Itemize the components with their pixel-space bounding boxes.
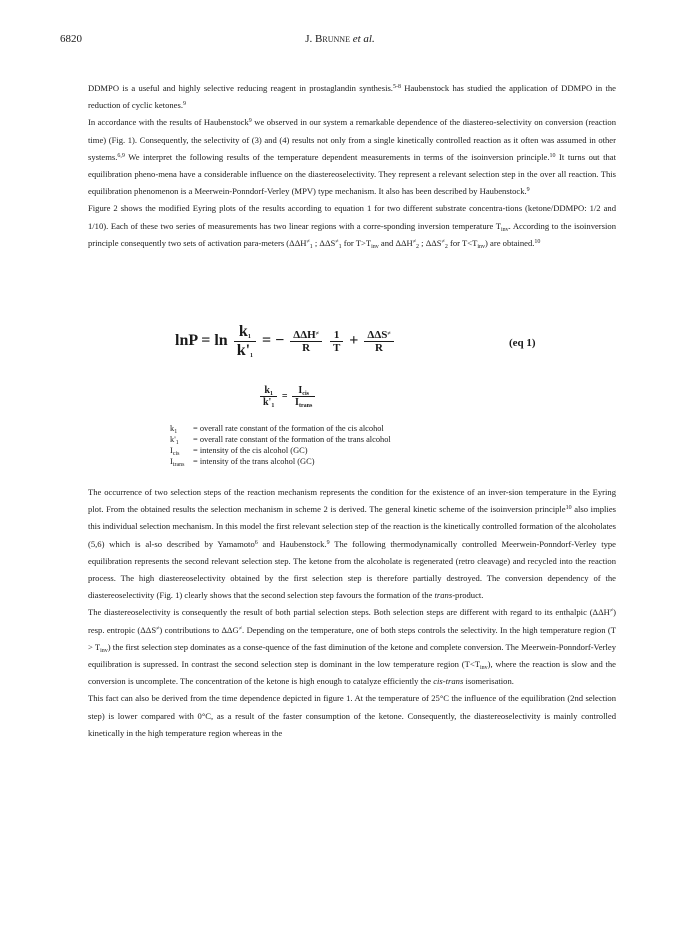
superscript: ≠ <box>238 625 243 632</box>
subscript: inv <box>100 647 108 654</box>
body-text-bottom <box>88 484 616 742</box>
def-symbol: $k'_1$ <box>170 435 179 446</box>
citation: 9 <box>182 101 186 108</box>
citation: 6 <box>254 539 258 546</box>
text: Figure 2 shows the modified Eyring plots of the results according to equation 1 for two different substrate concentra-tions (ketone/DDMPO: 1/2 and 1/10). Each of these two series of measurements has two linear regions with a corre-sponding inversion temperature T <box>88 203 616 231</box>
running-header <box>60 33 620 49</box>
citation: 6,9 <box>117 152 125 159</box>
subscript: inv <box>479 665 488 672</box>
subscript: 2 <box>416 243 420 250</box>
superscript: ≠ <box>412 238 417 245</box>
superscript: ≠ <box>306 238 310 245</box>
paragraph-2 <box>88 114 616 200</box>
eq-lhs: lnP <box>175 332 198 350</box>
denominator <box>260 397 277 408</box>
paragraph-1 <box>88 80 616 114</box>
eq-ln: ln <box>214 332 228 350</box>
paragraph-5 <box>88 604 616 690</box>
subscript: inv <box>371 243 379 250</box>
equation-1 <box>175 323 595 383</box>
text: The occurrence of two selection steps of the reaction mechanism represents the condition for the existence of an inver-sion temperature in the Eyring plot. From the obtained results the selection mechanism in scheme 2 is derived. The general kinetic scheme of the isoinversion principle <box>88 487 616 515</box>
text: . According to the isoinversion principle consequently two sets of activation para-meters (ΔΔH <box>88 220 616 248</box>
denominator: R <box>375 342 383 354</box>
text: The diastereoselectivity is consequently the result of both partial selection steps. Both selection steps are different with regard to its enthalpic (ΔΔH <box>88 607 610 618</box>
text: The following thermodynamically controlled Meerwein-Ponndorf-Verley type equilibration represents the second relevant selection step. The ketone from the alcoholate is regenerated (retro cleavage) and recycled into the reaction process. The high diastereoselectivity obtained by the first selection step is therefore partially destroyed. The conversion dependency of the diastereoselectivity (Fig. 1) clearly shows that the second selection step favours the formation of the <box>88 538 616 601</box>
text: we observed in our system a remarkable dependence of the diastereo-selectivity on conversion (reaction time) (Fig. 1). Consequently, the selectivity of (3) and (4) results not only from a single kinetically controlled reaction as it often was assumed in other systems. <box>88 117 616 162</box>
text: . Depending on the temperature, one of both steps controls the selectivity. In the high temperature region (T > T <box>88 624 616 652</box>
subscript: 2 <box>444 243 448 250</box>
i-symbol: I <box>298 385 303 396</box>
numerator <box>290 329 322 342</box>
subscript: inv <box>477 243 486 250</box>
subscript: 1 <box>269 391 273 397</box>
page-number: 6820 <box>60 33 82 45</box>
plus-sign: + <box>349 332 359 350</box>
fraction-k1-k1prime <box>234 323 256 360</box>
text: In accordance with the results of Haubenstock <box>88 117 249 128</box>
definition-row <box>170 445 391 456</box>
subscript: 1 <box>338 243 342 250</box>
definition-row <box>170 423 391 434</box>
superscript: ≠ <box>609 608 614 615</box>
citation: 9 <box>326 539 330 546</box>
def-text: = intensity of the cis alcohol (GC) <box>193 446 308 455</box>
fraction-entropy <box>364 329 393 354</box>
citation: 9 <box>248 118 252 125</box>
def-symbol: $I_{cis}$ <box>170 446 180 457</box>
numerator <box>260 385 277 397</box>
equation-2 <box>258 385 317 408</box>
def-symbol: $k_1$ <box>170 424 178 435</box>
subscript: cis <box>302 391 309 397</box>
citation: 5-8 <box>392 84 401 90</box>
subscript: 1 <box>247 334 251 340</box>
def-symbol: $I_{trans}$ <box>170 457 185 468</box>
minus-sign: − <box>275 332 285 350</box>
text: for T>T <box>341 237 372 248</box>
citation: 10 <box>549 152 556 159</box>
i-symbol: I <box>295 397 299 408</box>
running-title <box>60 33 620 45</box>
superscript: ≠ <box>156 625 160 632</box>
text: ) the first selection step dominates as a conse-quence of the fast diminution of the ketone and complete conversion. The Meerwein-Ponndorf-Verley equilibration is supressed. In contrast the second selection step is dominant in the low temperature region (T<T <box>88 641 616 670</box>
numerator <box>292 385 315 397</box>
text: and ΔΔH <box>378 237 413 248</box>
text: isomerisation. <box>463 676 514 687</box>
k-prime-symbol: k' <box>263 397 272 408</box>
text: We interpret the following results of the temperature dependent measurements in terms of the isoinversion principle. <box>124 151 550 162</box>
ddh-symbol: ΔΔH <box>293 329 316 341</box>
subscript: 1 <box>309 243 313 250</box>
superscript: ≠ <box>315 331 319 337</box>
eq-sign: = <box>281 390 288 402</box>
fraction-k-ratio <box>260 385 277 408</box>
superscript: ≠ <box>387 331 391 337</box>
citation: 9 <box>526 187 530 194</box>
subscript: inv <box>500 226 509 233</box>
denominator: T <box>332 342 341 354</box>
text: It turns out that equilibration pheno-mena have a considerable influence on the diastereoselectivity. They represent a relevant selection step in the over all reaction. This equilibration phenomenon is a Meerwein-Ponndorf-Verley (MPV) type mechanism. It also has been described by Haubenstock. <box>88 151 616 197</box>
paragraph-4 <box>88 484 616 604</box>
text: Haubenstock has studied the application of DDMPO in the reduction of cyclic ketones. <box>88 83 616 111</box>
et-al: et al. <box>352 33 375 45</box>
citation: 10 <box>534 238 541 245</box>
text: -product. <box>452 590 484 601</box>
paragraph-3 <box>88 200 616 252</box>
text: ; ΔΔS <box>419 237 442 248</box>
text: ) are obtained. <box>485 237 535 248</box>
text: and Haubenstock. <box>257 538 327 549</box>
text: DDMPO is a useful and highly selective reducing reagent in prostaglandin synthesis. <box>88 83 393 93</box>
numerator <box>234 323 256 342</box>
denominator <box>234 342 256 360</box>
def-text: = intensity of the trans alcohol (GC) <box>193 457 315 466</box>
denominator: R <box>302 342 311 354</box>
fraction-intensity-ratio <box>292 385 315 408</box>
equation-1-body <box>175 323 396 360</box>
numerator <box>364 329 393 342</box>
italic-term: cis-trans <box>433 676 464 687</box>
k-symbol: k <box>264 385 270 396</box>
superscript: ≠ <box>335 238 339 245</box>
eq-sign: = <box>201 332 211 350</box>
superscript: ≠ <box>441 238 445 245</box>
text: ) contributions to ΔΔG <box>159 624 239 635</box>
definition-row <box>170 434 391 445</box>
eq-sign: = <box>262 332 272 350</box>
symbol-definitions <box>170 423 391 467</box>
italic-term: trans <box>434 590 453 601</box>
k-prime-symbol: k' <box>236 342 251 359</box>
fraction-enthalpy <box>290 329 322 354</box>
def-text: = overall rate constant of the formation of the trans alcohol <box>193 435 391 444</box>
fraction-one-over-t <box>330 329 343 354</box>
text: ), where the reaction is slow and the conversion is uncomplete. The concentration of the ketone is high enough to catalyze efficiently the <box>88 659 616 687</box>
text: ; ΔΔS <box>312 237 336 248</box>
text: also implies this individual selection mechanism. In this model the first relevant selection step of the reaction is the kinetically controlled formation of the alcoholates (5,6) which is al-so described by Yamamoto <box>88 504 616 549</box>
dds-symbol: ΔΔS <box>367 329 388 341</box>
text: ) resp. entropic (ΔΔS <box>88 607 616 635</box>
text: for T<T <box>447 237 478 248</box>
equation-tag: (eq 1) <box>509 337 536 349</box>
def-text: = overall rate constant of the formation of the cis alcohol <box>193 424 384 433</box>
citation: 10 <box>565 505 572 512</box>
paragraph-6: This fact can also be derived from the time dependence depicted in figure 1. At the temperature of 25°C the influence of the equilibration (2nd selection step) is lower compared with 0°C, as a result of the faster consumption of the ketone. Consequently, the diastereoselectivity is mainly controlled kinetically in the high temperature region whereas in the <box>88 693 616 738</box>
subscript: 1 <box>250 353 254 359</box>
definition-row <box>170 456 391 467</box>
author-name: J. Brunne <box>305 33 350 45</box>
subscript: 1 <box>271 403 275 409</box>
paragraph-1-2-3 <box>88 80 616 252</box>
denominator <box>292 397 315 408</box>
numerator: 1 <box>330 329 343 342</box>
k-symbol: k <box>238 323 248 340</box>
subscript: trans <box>298 403 313 409</box>
